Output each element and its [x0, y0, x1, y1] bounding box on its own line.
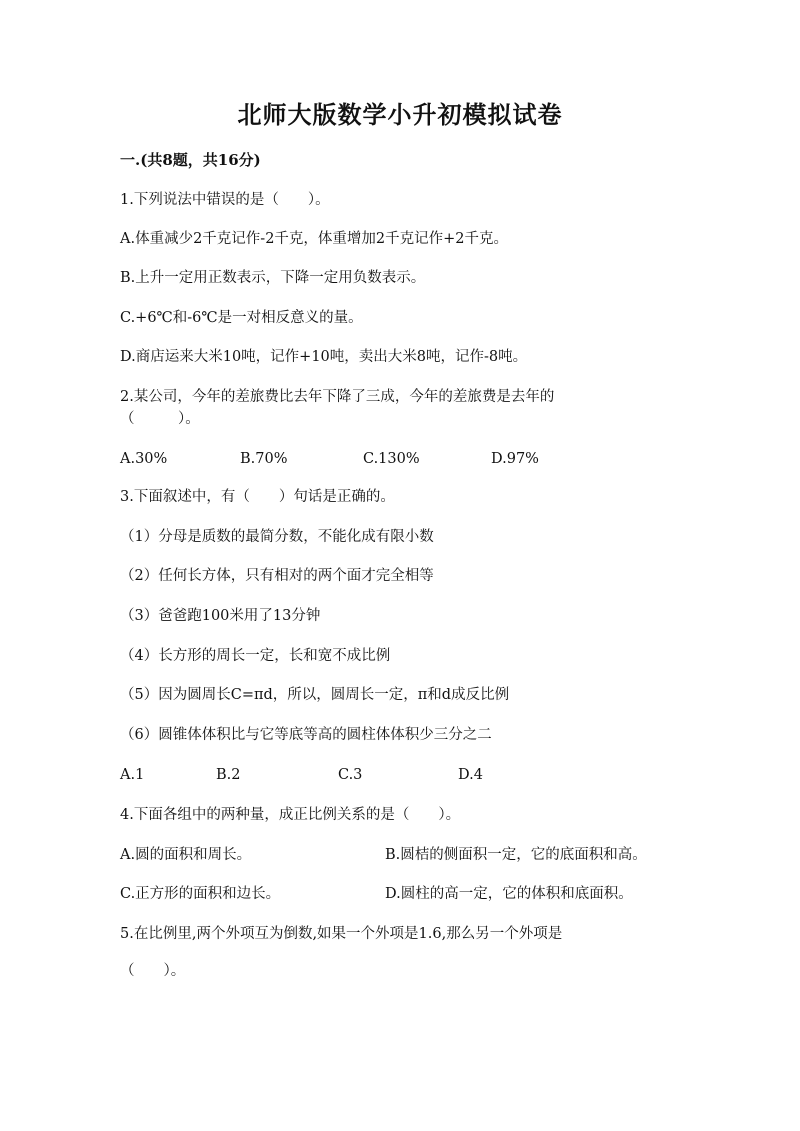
- question-5-stem-continued: （ ）。: [120, 963, 186, 979]
- question-4-stem: 4.下面各组中的两种量，成正比例关系的是（ ）。: [120, 807, 461, 823]
- question-1-option-d: D.商店运来大米10吨，记作+10吨，卖出大米8吨，记作-8吨。: [120, 349, 528, 365]
- page-title: 北师大版数学小升初模拟试卷: [237, 100, 563, 129]
- question-3-statement-5: （5）因为圆周长C=πd，所以，圆周长一定，π和d成反比例: [120, 687, 510, 703]
- question-3-statement-4: （4）长方形的周长一定，长和宽不成比例: [120, 648, 391, 664]
- question-3-option-c: C.3: [338, 767, 363, 783]
- question-4-option-d: D.圆柱的高一定，它的体积和底面积。: [385, 886, 633, 902]
- question-2-stem-continued: （ ）。: [120, 411, 200, 427]
- question-2-option-d: D.97%: [491, 451, 539, 467]
- section-heading: 一.(共8题，共16分): [120, 151, 261, 169]
- question-1-stem: 1.下列说法中错误的是（ ）。: [120, 192, 330, 208]
- question-3-option-a: A.1: [120, 767, 145, 783]
- question-3-statement-1: （1）分母是质数的最简分数，不能化成有限小数: [120, 529, 434, 545]
- question-2-stem: 2.某公司，今年的差旅费比去年下降了三成，今年的差旅费是去年的: [120, 389, 555, 405]
- question-4-option-a: A.圆的面积和周长。: [120, 847, 252, 863]
- question-3-statement-6: （6）圆锥体体积比与它等底等高的圆柱体体积少三分之二: [120, 727, 492, 743]
- question-1-option-c: C.+6℃和-6℃是一对相反意义的量。: [120, 310, 363, 326]
- question-1-option-a: A.体重减少2千克记作-2千克，体重增加2千克记作+2千克。: [120, 231, 509, 247]
- question-3-statement-2: （2）任何长方体，只有相对的两个面才完全相等: [120, 568, 434, 584]
- question-1-option-b: B.上升一定用正数表示，下降一定用负数表示。: [120, 270, 426, 286]
- question-4-option-b: B.圆桔的侧面积一定，它的底面积和高。: [385, 847, 647, 863]
- question-2-option-c: C.130%: [363, 451, 420, 467]
- question-3-stem: 3.下面叙述中，有（ ）句话是正确的。: [120, 489, 395, 505]
- question-3-statement-3: （3）爸爸跑100米用了13分钟: [120, 608, 321, 624]
- question-2-option-a: A.30%: [120, 451, 168, 467]
- question-3-option-d: D.4: [458, 767, 483, 783]
- question-5-stem: 5.在比例里,两个外项互为倒数,如果一个外项是1.6,那么另一个外项是: [120, 926, 563, 942]
- question-3-option-b: B.2: [216, 767, 241, 783]
- question-4-option-c: C.正方形的面积和边长。: [120, 886, 281, 902]
- question-2-option-b: B.70%: [240, 451, 288, 467]
